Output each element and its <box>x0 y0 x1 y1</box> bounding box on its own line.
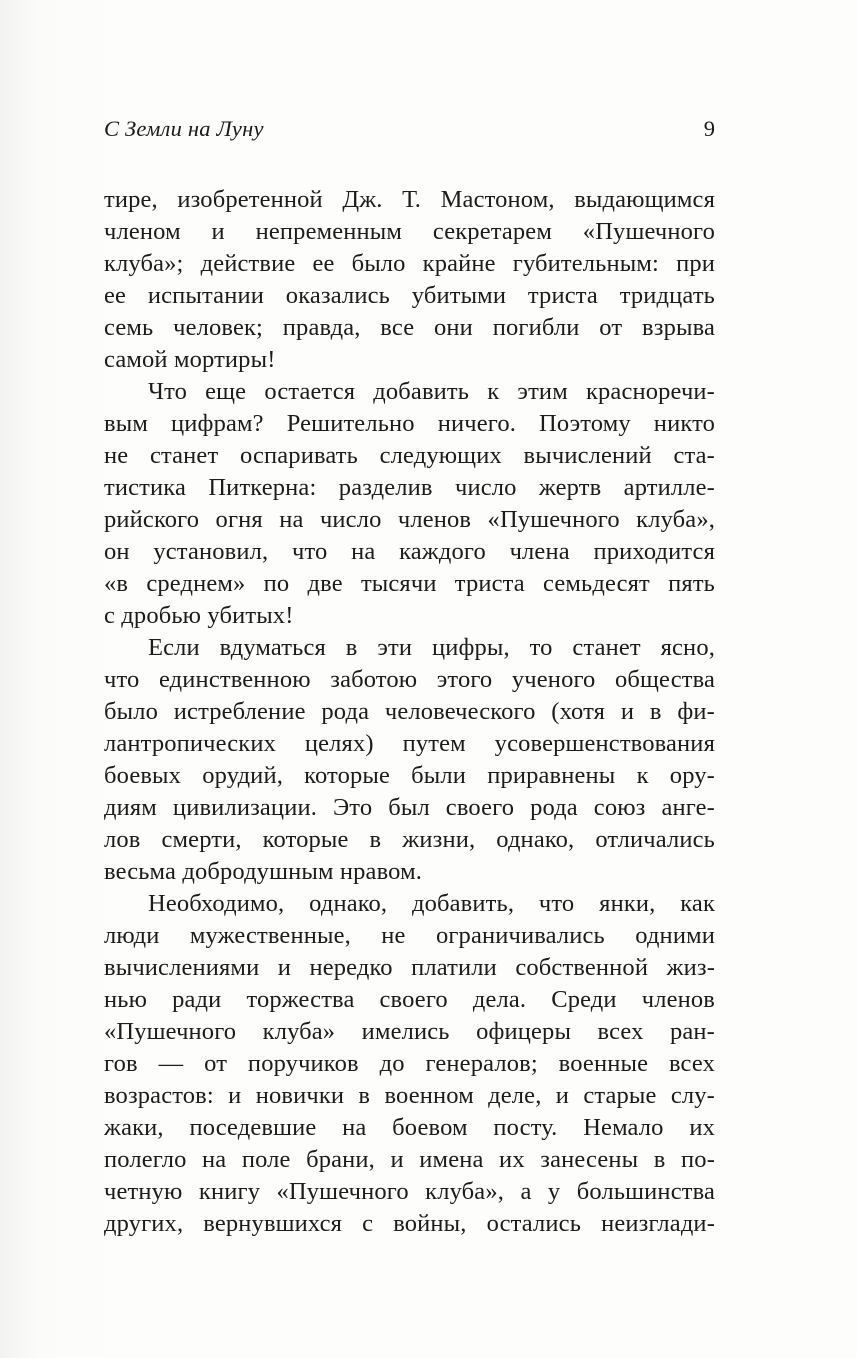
text-line: тистика Питкерна: разделив число жертв артилле- <box>104 474 715 501</box>
text-line: самой мортиры! <box>104 346 276 373</box>
text-line: возрастов: и новички в военном деле, и старые слу- <box>104 1082 715 1109</box>
text-line: с дробью убитых! <box>104 602 294 629</box>
text-line: нью ради торжества своего дела. Среди членов <box>104 986 715 1013</box>
page-number: 9 <box>703 116 715 141</box>
text-line: вычислениями и нередко платили собственной жиз- <box>104 954 715 981</box>
text-line: диям цивилизации. Это был своего рода союз анге- <box>104 794 715 821</box>
text-line: клуба»; действие ее было крайне губительным: при <box>104 250 715 277</box>
text-line: боевых орудий, которые были приравнены к ору- <box>104 762 715 789</box>
text-line: лантропических целях) путем усовершенствования <box>104 730 715 757</box>
text-line: «Пушечного клуба» имелись офицеры всех ран- <box>104 1018 715 1045</box>
text-line: жаки, поседевшие на боевом посту. Немало их <box>104 1114 715 1141</box>
text-line: что единственною заботою этого ученого общества <box>104 666 715 693</box>
text-line: было истребление рода человеческого (хотя и в фи- <box>104 698 715 725</box>
text-line: «в среднем» по две тысячи триста семьдесят пять <box>104 570 715 597</box>
text-line: полегло на поле брани, и имена их занесены в по- <box>104 1146 715 1173</box>
text-line: люди мужественные, не ограничивались одними <box>104 922 715 949</box>
text-line: рийского огня на число членов «Пушечного клуба», <box>104 506 715 533</box>
text-line: четную книгу «Пушечного клуба», а у большинства <box>104 1178 715 1205</box>
text-line: он установил, что на каждого члена приходится <box>104 538 715 565</box>
text-line: лов смерти, которые в жизни, однако, отличались <box>104 826 715 853</box>
text-line: семь человек; правда, все они погибли от взрыва <box>104 314 715 341</box>
text-line: весьма добродушным нравом. <box>104 858 422 885</box>
text-line: вым цифрам? Решительно ничего. Поэтому никто <box>104 410 715 437</box>
text-line: Если вдуматься в эти цифры, то станет ясно, <box>148 634 715 661</box>
text-line: членом и непременным секретарем «Пушечного <box>104 218 715 245</box>
text-line: тире, изобретенной Дж. Т. Мастоном, выдающимся <box>104 186 715 213</box>
text-line: Необходимо, однако, добавить, что янки, как <box>148 890 715 917</box>
text-line: Что еще остается добавить к этим красноречи- <box>148 378 715 405</box>
text-line: не станет оспаривать следующих вычислений ста- <box>104 442 715 469</box>
text-line: гов — от поручиков до генералов; военные всех <box>104 1050 715 1077</box>
text-line: других, вернувшихся с войны, остались неизглади- <box>104 1210 715 1237</box>
running-head <box>104 112 715 146</box>
text-line: ее испытании оказались убитыми триста тридцать <box>104 282 715 309</box>
body-text <box>104 184 715 1240</box>
running-title: С Земли на Луну <box>104 116 264 141</box>
